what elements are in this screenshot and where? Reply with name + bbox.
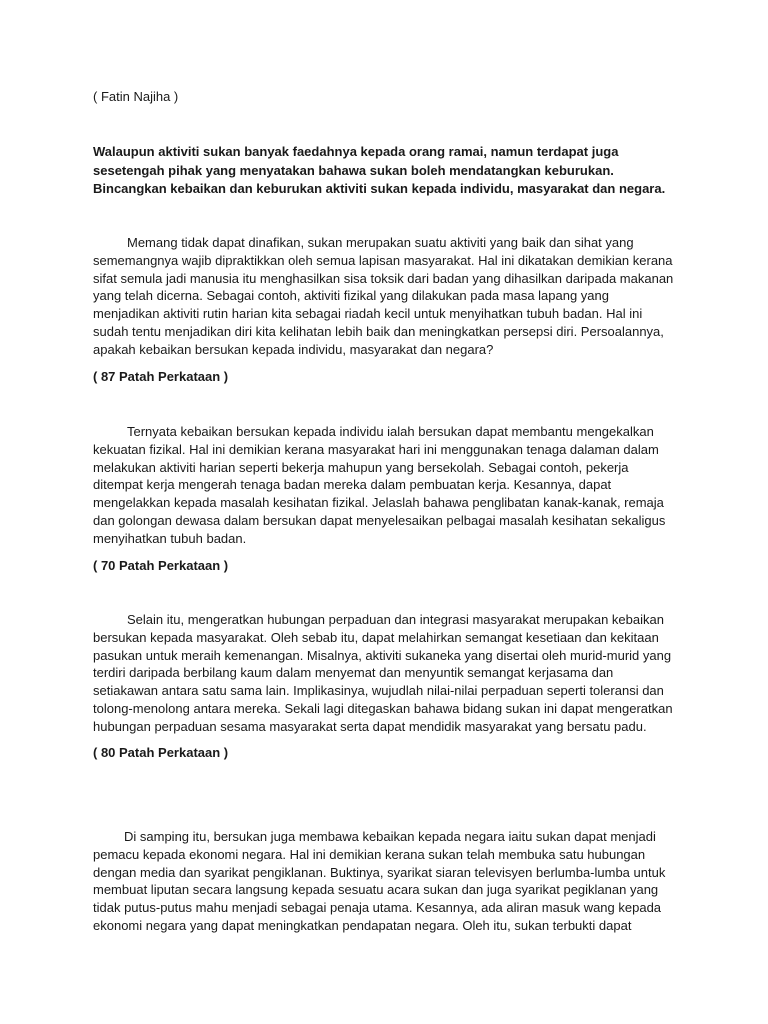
paragraph-nation	[93, 828, 678, 935]
paragraph-individual	[93, 423, 678, 548]
paragraph-society	[93, 611, 678, 736]
paragraph-text: Memang tidak dapat dinafikan, sukan merupakan suatu aktiviti yang baik dan sihat yang sememangnya wajib dipraktikkan oleh semua lapisan masyarakat. Hal ini dikatakan demikian kerana sifat semula jadi manusia itu menghasilkan sisa toksik dari badan yang dihasilkan daripada makanan yang telah dicerna. Sebagai contoh, aktiviti fizikal yang dilakukan pada masa lapang yang menjadikan aktiviti rutin harian kita sebagai riadah kecil untuk menyihatkan tubuh badan. Hal ini sudah tentu menjadikan diri kita kelihatan lebih baik dan meningkatkan persepsi diri. Persoalannya, apakah kebaikan bersukan kepada individu, masyarakat dan negara?	[93, 235, 674, 357]
word-count-label: ( 80 Patah Perkataan )	[93, 745, 229, 760]
paragraph-text: Ternyata kebaikan bersukan kepada individu ialah bersukan dapat membantu mengekalkan kekuatan fizikal. Hal ini demikian kerana masyarakat hari ini menggunakan tenaga dalaman dalam melakukan aktiviti harian seperti bekerja mahupun yang bersekolah. Sebagai contoh, pekerja ditempat kerja mengerah tenaga badan mereka dalam pembuatan kerja. Kesannya, dapat mengelakkan kepada masalah kesihatan fizikal. Jelaslah bahawa penglibatan kanak-kanak, remaja dan golongan dewasa dalam bersukan dapat menyelesaikan pelbagai masalah kesihatan sekaligus menyihatkan tubuh badan.	[93, 424, 666, 546]
author-name: ( Fatin Najiha )	[93, 89, 179, 104]
word-count-label: ( 87 Patah Perkataan )	[93, 369, 229, 384]
paragraph-text: Selain itu, mengeratkan hubungan perpaduan dan integrasi masyarakat merupakan kebaikan bersukan kepada masyarakat. Oleh sebab itu, dapat melahirkan semangat kesetiaan dan kekitaan pasukan untuk meraih kemenangan. Misalnya, aktiviti sukaneka yang disertai oleh murid-murid yang terdiri daripada berbilang kaum dalam menyemat dan menyuntik semangat kerjasama dan setiakawan antara satu sama lain. Implikasinya, wujudlah nilai-nilai perpaduan seperti toleransi dan tolong-menolong antara mereka. Sekali lagi ditegaskan bahawa bidang sukan ini dapat mengeratkan hubungan perpaduan sesama masyarakat serta dapat mendidik masyarakat yang bersatu padu.	[93, 612, 673, 734]
paragraph-introduction	[93, 234, 678, 359]
paragraph-text: Di samping itu, bersukan juga membawa kebaikan kepada negara iaitu sukan dapat menjadi pemacu kepada ekonomi negara. Hal ini demikian kerana sukan telah membuka satu hubungan dengan media dan syarikat pengiklanan. Buktinya, syarikat siaran televisyen berlumba-lumba untuk membuat liputan secara langsung kepada sesuatu acara sukan dan juga syarikat pegiklanan yang tidak putus-putus mahu menjadi sebagai penaja utama. Kesannya, ada aliran masuk wang kepada ekonomi negara yang dapat meningkatkan pendapatan negara. Oleh itu, sukan terbukti dapat	[93, 829, 666, 933]
essay-question: Walaupun aktiviti sukan banyak faedahnya kepada orang ramai, namun terdapat juga sesetengah pihak yang menyatakan bahawa sukan boleh mendatangkan keburukan. Bincangkan kebaikan dan keburukan aktiviti sukan kepada individu, masyarakat dan negara.	[93, 144, 666, 196]
word-count-label: ( 70 Patah Perkataan )	[93, 558, 229, 573]
